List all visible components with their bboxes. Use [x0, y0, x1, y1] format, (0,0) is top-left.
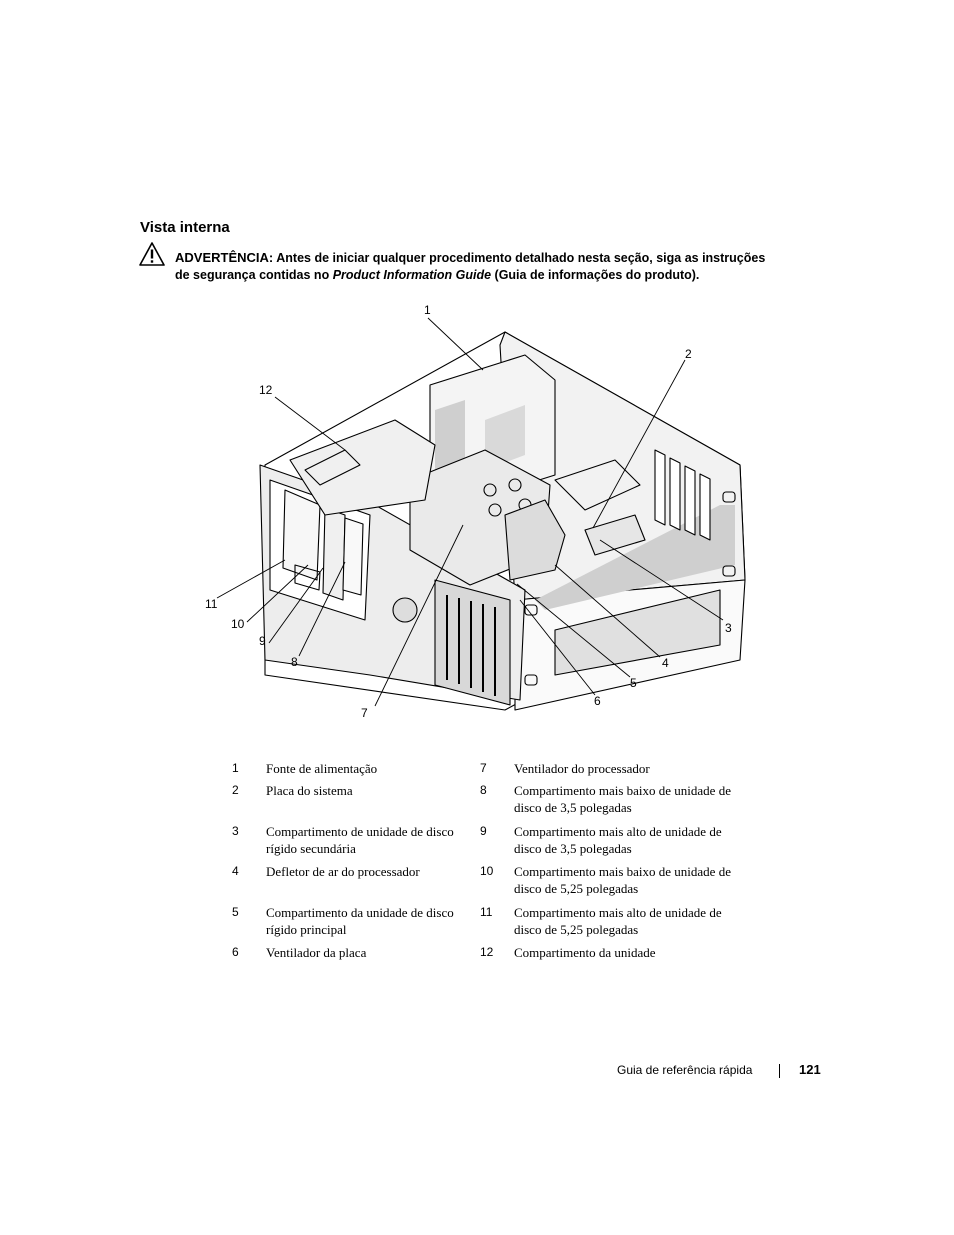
legend-text: Compartimento mais baixo de unidade de disco de 3,5 polegadas	[514, 783, 731, 815]
callout-3: 3	[725, 621, 732, 635]
warning-text: Antes de iniciar qualquer procedimento detalhado nesta seção, siga as instruções de segurança contidas no	[175, 251, 766, 282]
callout-5: 5	[630, 676, 637, 690]
warning-text-after: (Guia de informações do produto).	[494, 268, 700, 282]
callout-2: 2	[685, 347, 692, 361]
callout-8: 8	[291, 655, 298, 669]
callout-1: 1	[424, 303, 431, 317]
callout-11: 11	[205, 597, 218, 611]
section-title: Vista interna	[140, 219, 230, 236]
illustration-drawing	[195, 300, 765, 730]
legend-number: 11	[480, 905, 493, 919]
legend-number: 6	[232, 945, 239, 959]
legend-text: Fonte de alimentação	[266, 761, 378, 776]
footer-title: Guia de referência rápida	[617, 1063, 753, 1077]
callout-7: 7	[361, 706, 368, 720]
callout-10: 10	[231, 617, 245, 631]
legend-text: Compartimento da unidade de disco rígido principal	[266, 905, 454, 937]
legend-text: Defletor de ar do processador	[266, 864, 420, 879]
legend-text: Compartimento mais alto de unidade de disco de 5,25 polegadas	[514, 905, 722, 937]
callout-4: 4	[662, 656, 669, 670]
computer-interior-illustration	[195, 300, 765, 730]
legend-number: 8	[480, 783, 487, 797]
legend-number: 9	[480, 824, 487, 838]
legend-text: Ventilador do processador	[514, 761, 650, 776]
legend-text: Ventilador da placa	[266, 945, 367, 960]
warning-icon	[138, 241, 166, 267]
legend-text: Compartimento de unidade de disco rígido secundária	[266, 824, 454, 856]
callout-6: 6	[594, 694, 601, 708]
warning-label: ADVERTÊNCIA:	[175, 250, 274, 265]
legend-text: Compartimento mais baixo de unidade de disco de 5,25 polegadas	[514, 864, 731, 896]
legend-number: 10	[480, 864, 494, 878]
legend-number: 12	[480, 945, 494, 959]
legend-number: 1	[232, 761, 239, 775]
callout-9: 9	[259, 634, 266, 648]
warning-notice	[175, 249, 775, 284]
legend-text: Compartimento da unidade	[514, 945, 656, 960]
legend-text: Placa do sistema	[266, 783, 353, 798]
legend-number: 4	[232, 864, 239, 878]
legend-number: 7	[480, 761, 487, 775]
legend-text: Compartimento mais alto de unidade de disco de 3,5 polegadas	[514, 824, 722, 856]
legend-number: 5	[232, 905, 239, 919]
callout-12: 12	[259, 383, 273, 397]
footer-divider	[779, 1064, 780, 1078]
warning-guide-name: Product Information Guide	[332, 268, 492, 282]
legend-number: 3	[232, 824, 239, 838]
legend-number: 2	[232, 783, 239, 797]
page-number: 121	[799, 1062, 821, 1077]
